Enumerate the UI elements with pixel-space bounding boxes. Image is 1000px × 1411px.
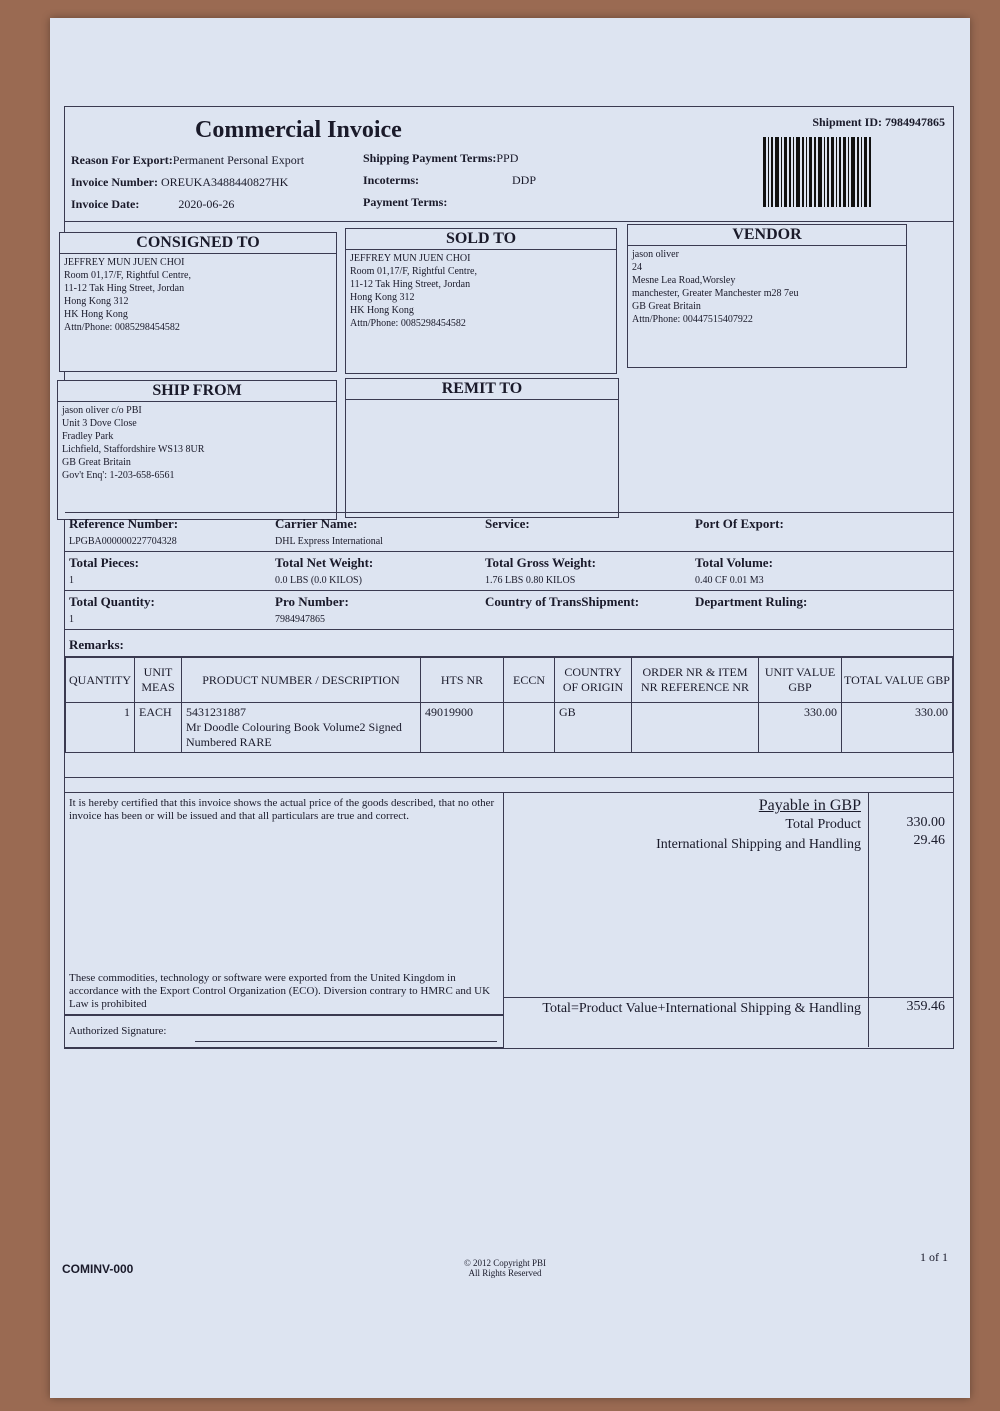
- copyright: © 2012 Copyright PBI All Rights Reserved: [463, 1258, 547, 1278]
- total-quantity: Total Quantity: 1: [69, 594, 155, 625]
- sold-to-box: SOLD TO JEFFREY MUN JUEN CHOI Room 01,17/F, Rightful Centre, 11-12 Tak Hing Street, Jordan Hong Kong 312 HK Hong Kong Attn/Phone: 0085298454582: [345, 228, 617, 374]
- fields-row-2: [65, 552, 953, 591]
- ship-from-address: jason oliver c/o PBI Unit 3 Dove Close Fradley Park Lichfield, Staffordshire WS13 8UR GB Great Britain Gov't Enq': 1-203-658-6561: [62, 405, 205, 481]
- product-cell: 5431231887 Mr Doodle Colouring Book Volume2 Signed Numbered RARE: [182, 703, 421, 753]
- total-gross-weight: Total Gross Weight: 1.76 LBS 0.80 KILOS: [485, 555, 597, 586]
- vendor-box: VENDOR jason oliver 24 Mesne Lea Road,Worsley manchester, Greater Manchester m28 7eu GB Great Britain Attn/Phone: 00447515407922: [627, 224, 907, 368]
- party-boxes: [62, 222, 953, 512]
- ship-from-box: SHIP FROM jason oliver c/o PBI Unit 3 Dove Close Fradley Park Lichfield, Staffordshire WS13 8UR GB Great Britain Gov't Enq': 1-203-658-6561: [57, 380, 337, 520]
- certification-statement: It is hereby certified that this invoice shows the actual price of the goods described, that no other invoice has been or will be issued and that all particulars are true and correct.: [69, 797, 495, 822]
- form-code: COMINV-000: [62, 1262, 134, 1276]
- invoice-paper: [50, 18, 970, 1398]
- carrier-name: Carrier Name: DHL Express International: [275, 516, 383, 547]
- grand-total-value: 359.46: [906, 999, 945, 1014]
- table-header-row: QUANTITY UNIT MEAS PRODUCT NUMBER / DESCRIPTION HTS NR ECCN COUNTRY OF ORIGIN ORDER NR & ITEM NR REFERENCE NR UNIT VALUE GBP TOTAL VALUE GBP: [66, 658, 953, 703]
- reference-number: Reference Number: LPGBA000000227704328: [69, 516, 179, 547]
- department-ruling: Department Ruling:: [695, 594, 808, 609]
- shipment-id: Shipment ID: 7984947865: [812, 115, 945, 129]
- export-control-notice: These commodities, technology or software were exported from the United Kingdom in accordance with the Export Control Organization (ECO). Diversion contrary to HMRC and UK Law is prohibited: [69, 972, 491, 1010]
- commercial-invoice-form: [64, 106, 954, 1049]
- remit-to-box: REMIT TO: [345, 378, 619, 518]
- shipping-value: 29.46: [913, 833, 945, 848]
- payment-terms: Payment Terms:: [363, 195, 448, 209]
- shipping-label: International Shipping and Handling: [656, 837, 861, 852]
- reason-for-export: Reason For Export:Permanent Personal Export: [71, 153, 305, 167]
- table-row: 1 EACH 5431231887 Mr Doodle Colouring Book Volume2 Signed Numbered RARE 49019900 GB 330.00 330.00: [66, 703, 953, 753]
- invoice-number: Invoice Number: OREUKA3488440827HK: [71, 175, 289, 189]
- incoterms: Incoterms: DDP: [363, 173, 536, 187]
- totals-box: [503, 792, 953, 1047]
- invoice-header: [65, 107, 953, 222]
- service: Service:: [485, 516, 530, 531]
- shipment-fields: [65, 512, 953, 631]
- sold-to-address: JEFFREY MUN JUEN CHOI Room 01,17/F, Rightful Centre, 11-12 Tak Hing Street, Jordan Hong Kong 312 HK Hong Kong Attn/Phone: 0085298454582: [350, 253, 477, 329]
- total-product-label: Total Product: [785, 817, 861, 832]
- consigned-to-box: CONSIGNED TO JEFFREY MUN JUEN CHOI Room 01,17/F, Rightful Centre, 11-12 Tak Hing Street, Jordan Hong Kong 312 HK Hong Kong Attn/Phone: 0085298454582: [59, 232, 337, 372]
- remarks: Remarks:: [65, 631, 953, 657]
- fields-row-1: [65, 513, 953, 552]
- vendor-address: jason oliver 24 Mesne Lea Road,Worsley manchester, Greater Manchester m28 7eu GB Great Britain Attn/Phone: 00447515407922: [632, 249, 799, 325]
- signature-box: Authorized Signature:: [65, 1014, 504, 1048]
- invoice-title: Commercial Invoice: [195, 117, 402, 143]
- certification-box: [65, 792, 504, 1016]
- shipping-payment-terms: Shipping Payment Terms:PPD: [363, 151, 519, 165]
- consigned-to-address: JEFFREY MUN JUEN CHOI Room 01,17/F, Rightful Centre, 11-12 Tak Hing Street, Jordan Hong Kong 312 HK Hong Kong Attn/Phone: 0085298454582: [64, 257, 191, 333]
- payable-in-gbp: Payable in GBP: [758, 797, 861, 814]
- fields-row-3: [65, 591, 953, 630]
- grand-total-label: Total=Product Value+International Shipping & Handling: [542, 1001, 861, 1016]
- total-pieces: Total Pieces: 1: [69, 555, 139, 586]
- total-net-weight: Total Net Weight: 0.0 LBS (0.0 KILOS): [275, 555, 374, 586]
- signature-line: [195, 1041, 497, 1042]
- total-product-value: 330.00: [906, 815, 945, 830]
- port-of-export: Port Of Export:: [695, 516, 784, 531]
- table-spacer: [65, 753, 953, 778]
- barcode: [763, 137, 873, 207]
- page-number: 1 of 1: [920, 1250, 948, 1264]
- total-volume: Total Volume: 0.40 CF 0.01 M3: [695, 555, 773, 586]
- country-of-transshipment: Country of TransShipment:: [485, 594, 640, 609]
- certification-and-totals: [65, 778, 953, 1048]
- pro-number: Pro Number: 7984947865: [275, 594, 349, 625]
- invoice-date: Invoice Date: 2020-06-26: [71, 197, 235, 211]
- line-items-table: [65, 657, 953, 753]
